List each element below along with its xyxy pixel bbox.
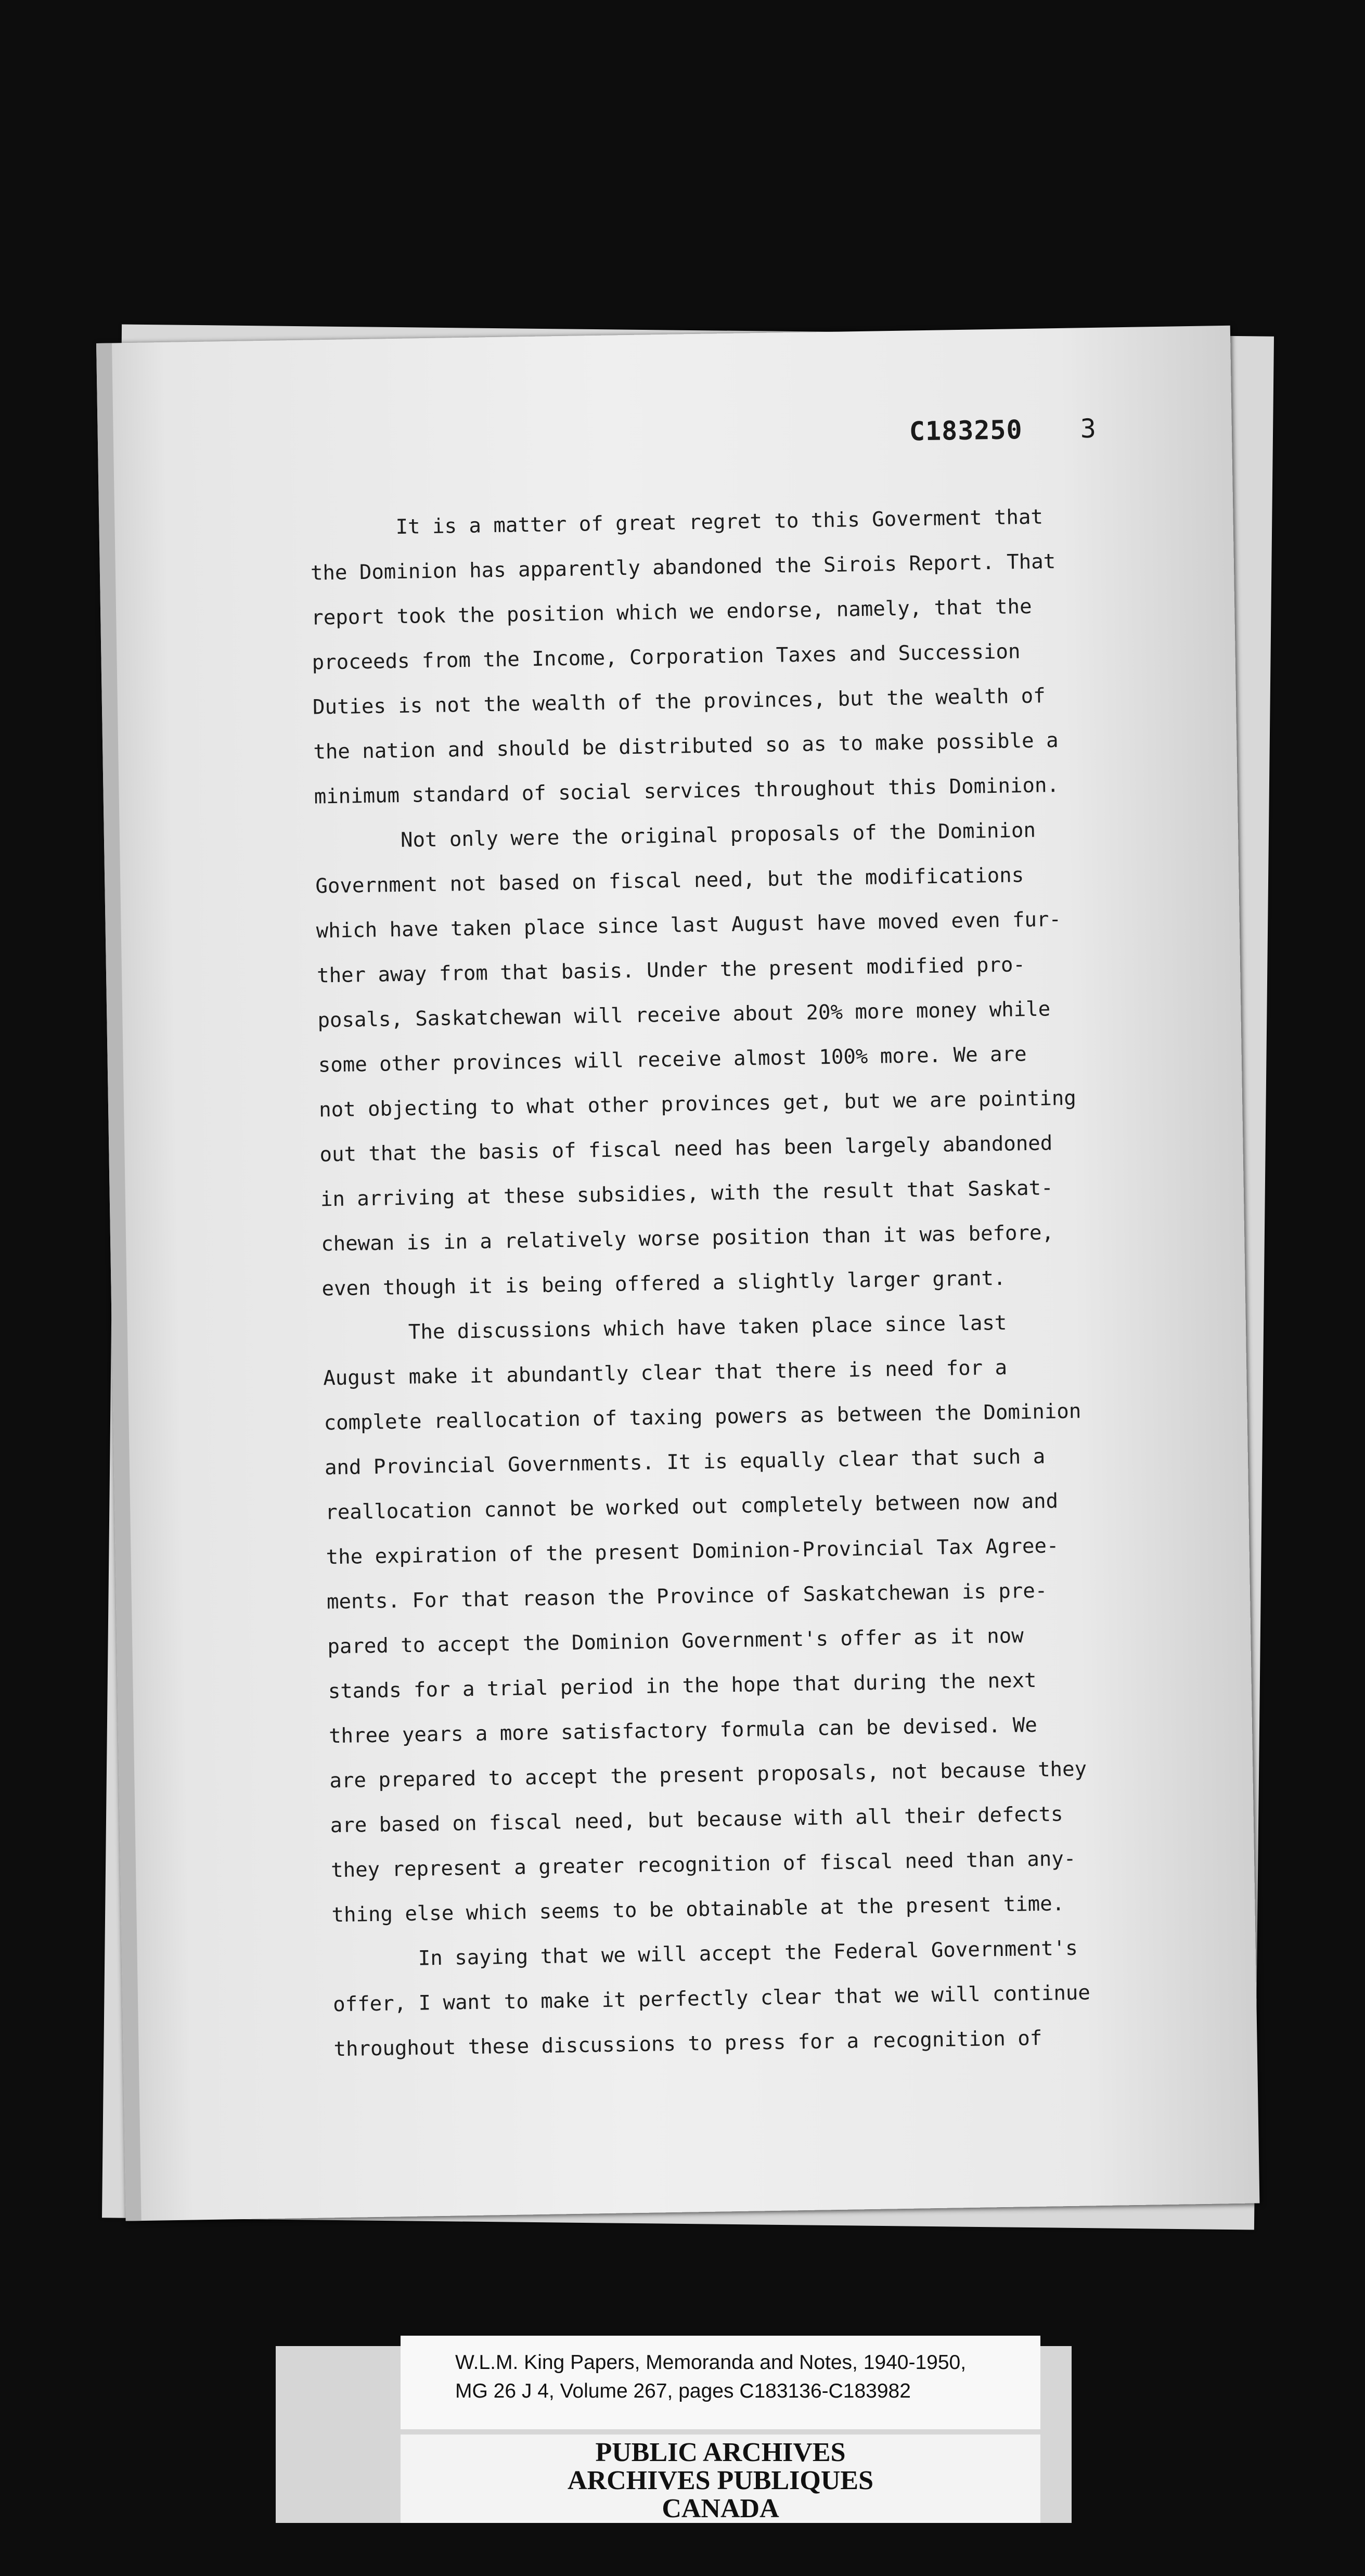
archive-label-line: W.L.M. King Papers, Memoranda and Notes, 1940-1950, — [455, 2351, 967, 2374]
paragraph-line: the nation and should be distributed so as to make possible a — [313, 729, 1059, 764]
paragraph-line: It is a matter of great regret to this Goverment that — [395, 505, 1044, 539]
paragraph-line: which have taken place since last August have moved even fur- — [316, 908, 1062, 943]
paragraph-line: some other provinces will receive almost 100% more. We are — [318, 1042, 1027, 1077]
document-id: C183250 — [909, 415, 1023, 447]
archive-label — [401, 2336, 1040, 2429]
paragraph-line: Government not based on fiscal need, but the modifications — [315, 864, 1024, 898]
paragraph-line: the Dominion has apparently abandoned the Sirois Report. That — [310, 550, 1056, 585]
paragraph-line: The discussions which have taken place since last — [408, 1311, 1007, 1344]
paragraph-line: ments. For that reason the Province of Saskatchewan is pre- — [326, 1579, 1048, 1614]
archive-stamp-line: CANADA — [662, 2494, 779, 2523]
paragraph-line: Not only were the original proposals of the Dominion — [400, 818, 1036, 852]
paragraph-line: are prepared to accept the present proposals, not because they — [329, 1757, 1087, 1793]
paragraph-line: minimum standard of social services throughout this Dominion. — [314, 774, 1060, 809]
paragraph-line: In saying that we will accept the Federal Government's — [418, 1936, 1078, 1970]
paragraph-line: report took the position which we endorse, namely, that the — [311, 595, 1032, 630]
paragraph-line: Duties is not the wealth of the provinces, but the wealth of — [312, 684, 1046, 719]
paragraph-line: ther away from that basis. Under the present modified pro- — [316, 953, 1026, 988]
paragraph-line: chewan is in a relatively worse position than it was before, — [320, 1221, 1054, 1256]
paragraph-line: and Provincial Governments. It is equally clear that such a — [324, 1445, 1046, 1480]
paragraph-line: out that the basis of fiscal need has been largely abandoned — [319, 1131, 1053, 1167]
page-number: 3 — [1080, 413, 1097, 444]
paragraph-line: three years a more satisfactory formula can be devised. We — [328, 1713, 1038, 1748]
paragraph-line: stands for a trial period in the hope that during the next — [328, 1668, 1037, 1704]
paragraph-line: proceeds from the Income, Corporation Taxes and Succession — [312, 640, 1021, 675]
paragraph-line: throughout these discussions to press for a recognition of — [333, 2026, 1042, 2062]
archive-stamp-line: ARCHIVES PUBLIQUES — [567, 2466, 874, 2495]
paragraph-line: they represent a greater recognition of fiscal need than any- — [330, 1847, 1076, 1883]
archive-stamp-line: PUBLIC ARCHIVES — [595, 2438, 846, 2467]
paragraph-line: the expiration of the present Dominion-Provincial Tax Agree- — [326, 1534, 1059, 1569]
paragraph-line: even though it is being offered a slightly larger grant. — [321, 1266, 1006, 1301]
paragraph-line: in arriving at these subsidies, with the result that Saskat- — [320, 1176, 1053, 1212]
document-page — [96, 326, 1259, 2221]
paragraph-line: August make it abundantly clear that there is need for a — [323, 1356, 1008, 1390]
paragraph-line: complete reallocation of taxing powers as between the Dominion — [324, 1399, 1081, 1435]
paragraph-line: pared to accept the Dominion Government's offer as it now — [327, 1624, 1024, 1659]
paragraph-line: thing else which seems to be obtainable at the present time. — [331, 1892, 1065, 1927]
paragraph-line: are based on fiscal need, but because with all their defects — [330, 1802, 1063, 1838]
archive-stamp — [401, 2435, 1040, 2523]
document-body — [310, 493, 1192, 2072]
paragraph-line: reallocation cannot be worked out completely between now and — [325, 1489, 1059, 1525]
archive-label-line: MG 26 J 4, Volume 267, pages C183136-C183982 — [455, 2380, 911, 2402]
paragraph-line: posals, Saskatchewan will receive about 20% more money while — [317, 997, 1051, 1033]
paragraph-line: not objecting to what other provinces get, but we are pointing — [318, 1086, 1077, 1122]
page-header — [909, 414, 1097, 447]
paragraph-line: offer, I want to make it perfectly clear that we will continue — [332, 1981, 1091, 2017]
